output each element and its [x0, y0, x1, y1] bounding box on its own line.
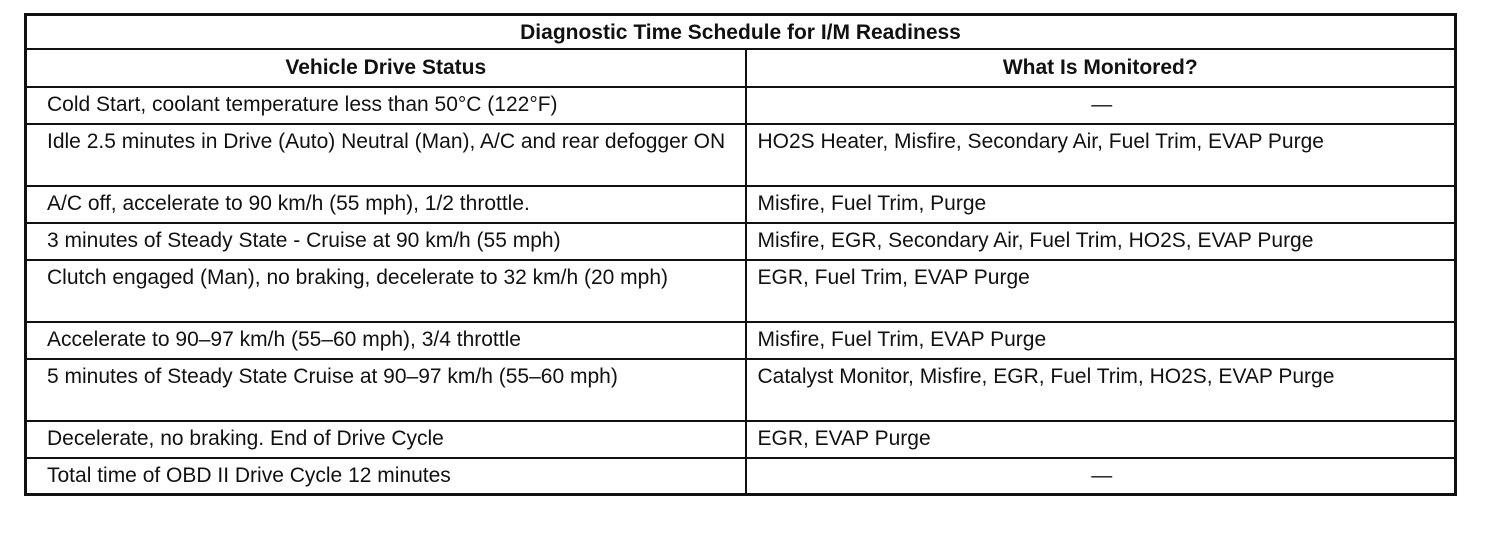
table-row: [26, 260, 1456, 322]
monitored-cell: EGR, Fuel Trim, EVAP Purge: [746, 260, 1456, 322]
table-row: [26, 223, 1456, 260]
drive-status-cell: 3 minutes of Steady State - Cruise at 90 km/h (55 mph): [26, 223, 746, 260]
drive-status-cell: A/C off, accelerate to 90 km/h (55 mph), 1/2 throttle.: [26, 186, 746, 223]
drive-status-cell: Total time of OBD II Drive Cycle 12 minutes: [26, 458, 746, 495]
diagnostic-table-container: [24, 13, 1454, 496]
monitored-cell: Catalyst Monitor, Misfire, EGR, Fuel Trim, HO2S, EVAP Purge: [746, 359, 1456, 421]
table-row: [26, 124, 1456, 186]
header-what-is-monitored: What Is Monitored?: [746, 49, 1456, 87]
table-header-row: [26, 49, 1456, 87]
header-vehicle-drive-status: Vehicle Drive Status: [26, 49, 746, 87]
table-row: [26, 421, 1456, 458]
table-row: [26, 359, 1456, 421]
drive-status-cell: Cold Start, coolant temperature less than 50°C (122°F): [26, 87, 746, 124]
table-title-row: [26, 15, 1456, 49]
monitored-cell: HO2S Heater, Misfire, Secondary Air, Fuel Trim, EVAP Purge: [746, 124, 1456, 186]
drive-status-cell: Accelerate to 90–97 km/h (55–60 mph), 3/4 throttle: [26, 322, 746, 359]
monitored-cell: —: [746, 87, 1456, 124]
table-title: Diagnostic Time Schedule for I/M Readiness: [26, 15, 1456, 49]
table-row: [26, 186, 1456, 223]
monitored-cell: Misfire, EGR, Secondary Air, Fuel Trim, HO2S, EVAP Purge: [746, 223, 1456, 260]
monitored-cell: —: [746, 458, 1456, 495]
drive-status-cell: Clutch engaged (Man), no braking, decelerate to 32 km/h (20 mph): [26, 260, 746, 322]
table-row: [26, 322, 1456, 359]
table-row: [26, 458, 1456, 495]
drive-status-cell: 5 minutes of Steady State Cruise at 90–97 km/h (55–60 mph): [26, 359, 746, 421]
monitored-cell: Misfire, Fuel Trim, EVAP Purge: [746, 322, 1456, 359]
drive-status-cell: Idle 2.5 minutes in Drive (Auto) Neutral (Man), A/C and rear defogger ON: [26, 124, 746, 186]
drive-status-cell: Decelerate, no braking. End of Drive Cycle: [26, 421, 746, 458]
monitored-cell: Misfire, Fuel Trim, Purge: [746, 186, 1456, 223]
monitored-cell: EGR, EVAP Purge: [746, 421, 1456, 458]
table-row: [26, 87, 1456, 124]
diagnostic-time-schedule-table: [24, 13, 1457, 496]
